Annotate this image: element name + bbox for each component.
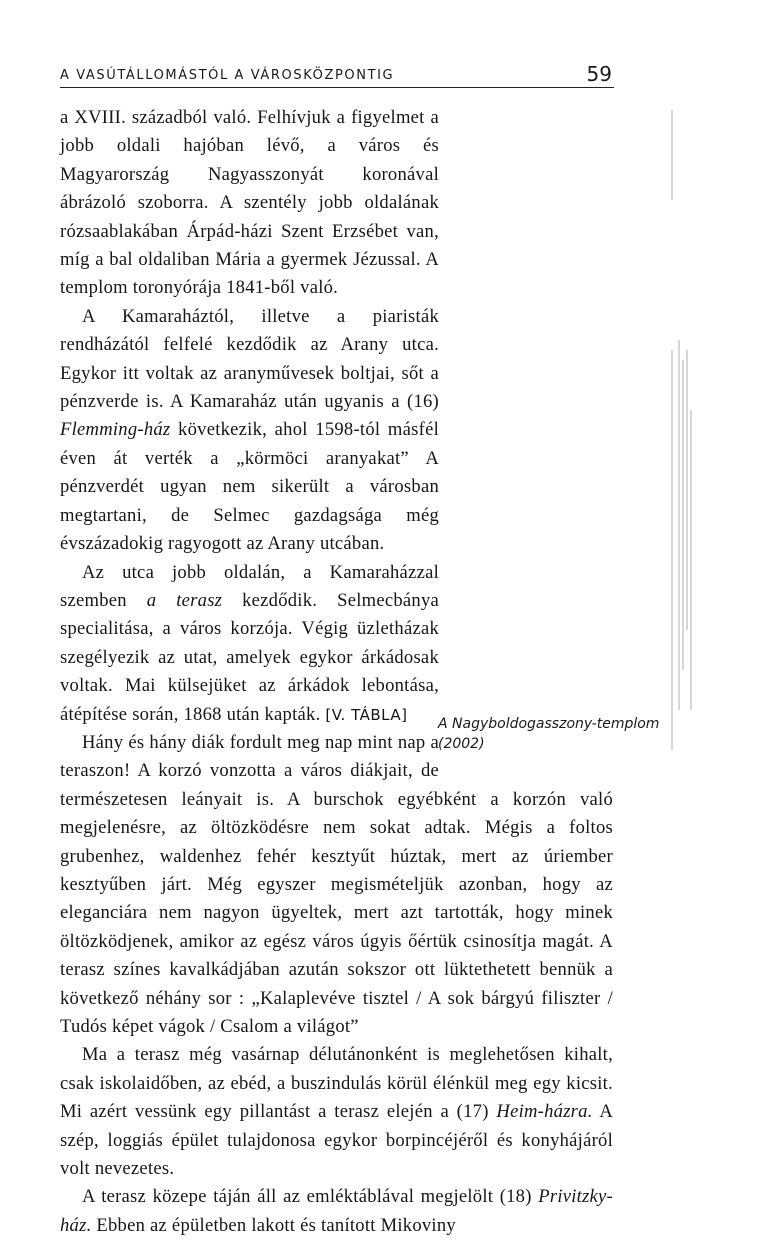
paragraph-3: Az utca jobb oldalán, a Kamaraházzal szemben a terasz kezdődik. Selmecbánya specialitása, a város korzója. Végig üzletházak szegélyezik az utat, amelyek egykor árkádosak voltak. Mai külsejüket az árkádok lebontása, átépítése során, 1868 után kapták. [V. TÁBLA]: [60, 561, 439, 725]
paragraph-5: Ma a terasz még vasárnap délutánonként is meglehetősen kihalt, csak iskolaidőben, az ebéd, a buszindulás körül élénkül meg egy kicsit. Mi azért vessünk egy pillantást a terasz elején a (17) Heim-házra. A szép, loggiás épület tulajdonosa egykor borpincéjéről és konyhájáról volt nevezetes.: [60, 1044, 613, 1180]
paragraph-1: a XVIII. századból való. Felhívjuk a figyelmet a jobb oldali hajóban lévő, a város és Magyarország Nagyasszonyát koronával ábrázoló szoborra. A szentély jobb oldalának rózsaablakában Árpád-házi Szent Erzsébet van, míg a bal oldaliban Mária a gyermek Jézussal. A templom toronyórája 1841-ből való.: [60, 107, 439, 299]
caption-title: A Nagyboldogasszony-templom: [438, 716, 660, 732]
building-name: Flemming-ház: [60, 419, 171, 441]
scan-artifact-lines: [670, 110, 696, 760]
body-text: [60, 104, 613, 1240]
street-name: a terasz: [146, 589, 223, 611]
building-name: Privitzky-ház.: [60, 1186, 613, 1236]
caption-year: (2002): [438, 736, 485, 752]
building-name: Heim-házra.: [496, 1101, 593, 1123]
figure-caption: [438, 714, 738, 754]
image-placeholder-area: [439, 346, 613, 767]
running-title: A VASÚTÁLLOMÁSTÓL A VÁROSKÖZPONTIG: [60, 68, 395, 83]
running-header: [60, 63, 614, 88]
paragraph-2: A Kamaraháztól, illetve a piaristák rendházától felfelé kezdődik az Arany utca. Egykor itt voltak az aranyművesek boltjai, sőt a pénzverde is. A Kamaraház után ugyanis a (16) Flemming-ház következik, ahol 1598-tól másfél éven át verték a „körmöci aranyakat” A pénzverdét ugyan nem sikerült a városban megtartani, de Selmec gazdagsága még évszázadokig ragyogott az Arany utcában.: [60, 305, 439, 555]
paragraph-4: Hány és hány diák fordult meg nap mint nap a teraszon! A korzó vonzotta a város diákjait, de természetesen leányait is. A burschok egyébként a korzón való megjelenésre, az öltözködésre nem sokat adtak. Mégis a foltos grubenhez, waldenhez fehér kesztyűt húztak, mert az úriember kesztyűben járt. Még egyszer megismételjük azonban, hogy az eleganciára nem nagyon ügyeltek, mert azt tartották, hogy minek öltözködjenek, amikor az egész város úgyis őértük csinosítja magát. A terasz színes kavalkádjában azután sokszor ott lüktethetett bennük a következő néhány sor : „Kalaplevéve tisztel / A sok bárgyú filiszter / Tudós képet vágok / Csalom a világot”: [60, 731, 613, 1037]
paragraph-6: A terasz közepe táján áll az emléktáblával megjelölt (18) Privitzky-ház. Ebben az épületben lakott és tanított Mikoviny: [60, 1186, 613, 1236]
page-number: 59: [586, 62, 612, 86]
plate-reference: [V. TÁBLA]: [325, 705, 408, 724]
